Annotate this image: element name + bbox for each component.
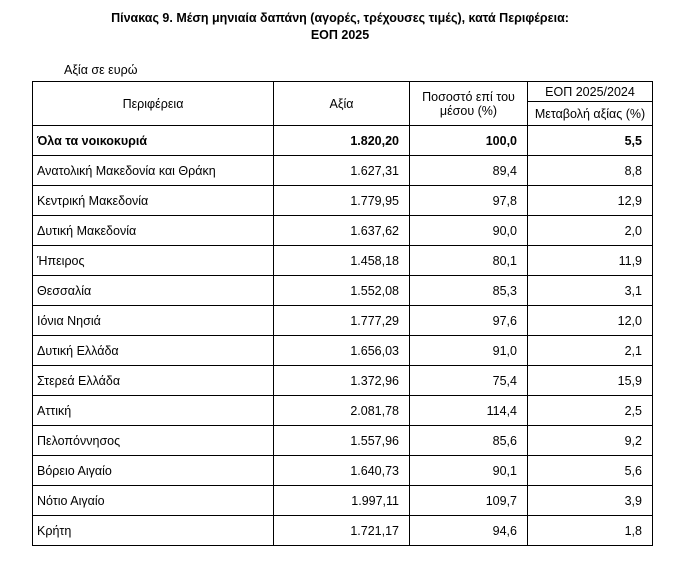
table-body (33, 126, 653, 546)
percent-cell: 90,1 (410, 456, 528, 486)
percent-cell: 90,0 (410, 216, 528, 246)
table-row (33, 516, 653, 546)
header-percent: Ποσοστό επί του μέσου (%) (410, 82, 528, 126)
change-cell: 1,8 (528, 516, 653, 546)
change-cell: 12,0 (528, 306, 653, 336)
percent-cell: 109,7 (410, 486, 528, 516)
change-cell: 3,1 (528, 276, 653, 306)
change-cell: 12,9 (528, 186, 653, 216)
region-cell: Ήπειρος (33, 246, 274, 276)
table-row (33, 456, 653, 486)
percent-cell: 100,0 (410, 126, 528, 156)
value-cell: 1.552,08 (274, 276, 410, 306)
region-cell: Ανατολική Μακεδονία και Θράκη (33, 156, 274, 186)
change-cell: 3,9 (528, 486, 653, 516)
table-row (33, 276, 653, 306)
region-cell: Δυτική Ελλάδα (33, 336, 274, 366)
value-cell: 1.557,96 (274, 426, 410, 456)
change-cell: 2,0 (528, 216, 653, 246)
value-cell: 2.081,78 (274, 396, 410, 426)
header-change: Μεταβολή αξίας (%) (528, 102, 653, 126)
value-cell: 1.721,17 (274, 516, 410, 546)
region-cell: Δυτική Μακεδονία (33, 216, 274, 246)
change-cell: 5,6 (528, 456, 653, 486)
table-row (33, 186, 653, 216)
change-cell: 2,1 (528, 336, 653, 366)
percent-cell: 91,0 (410, 336, 528, 366)
table-row (33, 486, 653, 516)
table-row-total (33, 126, 653, 156)
table-row (33, 336, 653, 366)
value-cell: 1.997,11 (274, 486, 410, 516)
value-cell: 1.627,31 (274, 156, 410, 186)
region-cell: Όλα τα νοικοκυριά (33, 126, 274, 156)
region-cell: Θεσσαλία (33, 276, 274, 306)
table-row (33, 156, 653, 186)
region-cell: Πελοπόννησος (33, 426, 274, 456)
header-region: Περιφέρεια (33, 82, 274, 126)
percent-cell: 75,4 (410, 366, 528, 396)
change-cell: 9,2 (528, 426, 653, 456)
table-row (33, 306, 653, 336)
region-cell: Ιόνια Νησιά (33, 306, 274, 336)
value-cell: 1.372,96 (274, 366, 410, 396)
percent-cell: 89,4 (410, 156, 528, 186)
value-cell: 1.458,18 (274, 246, 410, 276)
value-cell: 1.820,20 (274, 126, 410, 156)
change-cell: 2,5 (528, 396, 653, 426)
table-row (33, 246, 653, 276)
table-subtitle: ΕΟΠ 2025 (310, 28, 370, 42)
unit-note: Αξία σε ευρώ (64, 63, 138, 77)
value-cell: 1.777,29 (274, 306, 410, 336)
value-cell: 1.637,62 (274, 216, 410, 246)
value-cell: 1.779,95 (274, 186, 410, 216)
table-row (33, 216, 653, 246)
percent-cell: 85,6 (410, 426, 528, 456)
region-cell: Στερεά Ελλάδα (33, 366, 274, 396)
table-row (33, 396, 653, 426)
percent-cell: 97,8 (410, 186, 528, 216)
change-cell: 15,9 (528, 366, 653, 396)
change-cell: 8,8 (528, 156, 653, 186)
region-cell: Νότιο Αιγαίο (33, 486, 274, 516)
change-cell: 11,9 (528, 246, 653, 276)
region-cell: Αττική (33, 396, 274, 426)
table-title: Πίνακας 9. Μέση μηνιαία δαπάνη (αγορές, τρέχουσες τιμές), κατά Περιφέρεια: (111, 11, 569, 25)
change-cell: 5,5 (528, 126, 653, 156)
percent-cell: 85,3 (410, 276, 528, 306)
percent-cell: 94,6 (410, 516, 528, 546)
value-cell: 1.640,73 (274, 456, 410, 486)
region-cell: Κρήτη (33, 516, 274, 546)
region-cell: Βόρειο Αιγαίο (33, 456, 274, 486)
header-value: Αξία (274, 82, 410, 126)
percent-cell: 80,1 (410, 246, 528, 276)
table-row (33, 426, 653, 456)
percent-cell: 114,4 (410, 396, 528, 426)
table-row (33, 366, 653, 396)
percent-cell: 97,6 (410, 306, 528, 336)
region-cell: Κεντρική Μακεδονία (33, 186, 274, 216)
value-cell: 1.656,03 (274, 336, 410, 366)
expenditure-table (32, 81, 653, 546)
header-group: ΕΟΠ 2025/2024 (528, 82, 653, 102)
